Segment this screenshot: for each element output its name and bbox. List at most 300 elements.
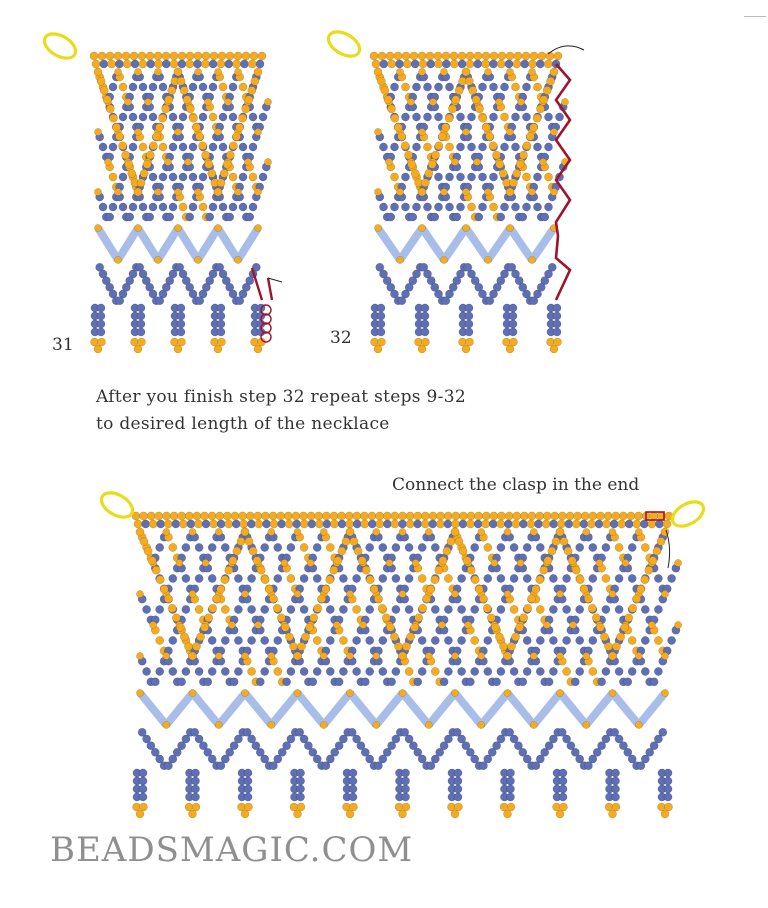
lattice-bead <box>401 173 409 181</box>
top-edge-bead <box>345 512 353 520</box>
lattice-bead <box>414 678 422 686</box>
drop-bead <box>661 810 669 818</box>
chevron-bead <box>370 585 378 593</box>
lattice-bead <box>484 574 492 582</box>
top-edge-bead <box>299 512 307 520</box>
top-edge-bead <box>208 512 216 520</box>
chevron-bead <box>536 576 544 584</box>
lattice-bead <box>259 173 267 181</box>
chevron-bead <box>425 169 433 177</box>
lattice-bead <box>353 605 361 613</box>
drop-bead <box>556 810 564 818</box>
top-edge-bead <box>170 52 178 60</box>
top-edge-bead <box>122 52 130 60</box>
drop-bead <box>218 338 226 346</box>
lattice-bead <box>500 143 508 151</box>
top-row-bead <box>256 60 264 68</box>
lattice-bead <box>199 173 207 181</box>
lattice-bead <box>169 543 177 551</box>
dangle-bead <box>664 769 672 777</box>
lattice-bead <box>628 543 636 551</box>
top-row-bead <box>497 520 505 528</box>
top-edge-bead <box>338 512 346 520</box>
dangle-bead <box>296 777 304 785</box>
lattice-bead <box>423 83 431 91</box>
top-row-bead <box>232 520 240 528</box>
dangle-bead <box>454 777 462 785</box>
top-row-bead <box>368 520 376 528</box>
top-edge-bead <box>140 512 148 520</box>
chevron-bead <box>374 68 382 76</box>
node-bead <box>150 621 157 628</box>
bugle-bead <box>219 693 245 725</box>
lattice-bead <box>405 574 413 582</box>
chevron-bead <box>235 123 243 131</box>
chevron-bead <box>202 151 210 159</box>
bugle-bead <box>466 228 488 260</box>
top-edge-bead <box>566 512 574 520</box>
chevron-bead <box>435 566 443 574</box>
bugle-bead <box>350 693 376 725</box>
lattice-bead <box>467 203 475 211</box>
top-row-bead <box>255 520 263 528</box>
lattice-bead <box>440 678 448 686</box>
node-bead <box>478 721 485 728</box>
lattice-bead <box>209 113 217 121</box>
node-bead <box>517 98 524 105</box>
chevron-bead <box>174 68 182 76</box>
chevron-bead <box>146 151 154 159</box>
lattice-bead <box>109 143 117 151</box>
lattice-bead <box>313 667 321 675</box>
top-edge-bead <box>368 512 376 520</box>
node-bead <box>346 652 353 659</box>
chevron-bead <box>394 123 402 131</box>
bugle-bead <box>510 228 532 260</box>
node-bead <box>675 621 682 628</box>
chevron-bead <box>103 96 111 104</box>
top-row-bead <box>618 520 626 528</box>
lattice-bead <box>119 113 127 121</box>
lattice-bead <box>641 543 649 551</box>
top-edge-bead <box>581 512 589 520</box>
chevron-bead <box>584 595 592 603</box>
lattice-bead <box>249 143 257 151</box>
chevron-bead <box>155 123 163 131</box>
top-edge-bead <box>538 52 546 60</box>
node-bead <box>264 98 271 105</box>
chevron-bead <box>564 547 572 555</box>
node-bead <box>504 590 511 597</box>
dangle-bead <box>139 785 147 793</box>
top-row-bead <box>519 520 527 528</box>
top-row-bead <box>179 520 187 528</box>
lattice-bead <box>195 543 203 551</box>
dangle-bead <box>191 793 199 801</box>
chevron-bead <box>503 652 511 660</box>
top-edge-bead <box>402 52 410 60</box>
node-bead <box>320 528 327 535</box>
lattice-bead <box>541 213 549 221</box>
drop-bead <box>378 338 386 346</box>
chevron-bead <box>513 169 521 177</box>
node-bead <box>373 652 380 659</box>
top-edge-bead <box>210 52 218 60</box>
lattice-bead <box>199 83 207 91</box>
lattice-bead <box>544 143 552 151</box>
chevron-bead <box>261 576 269 584</box>
chevron-bead <box>197 633 205 641</box>
node-bead <box>530 721 537 728</box>
node-bead <box>504 528 511 535</box>
top-edge-bead <box>391 512 399 520</box>
chevron-bead <box>486 133 494 141</box>
lattice-bead <box>339 636 347 644</box>
top-edge-bead <box>522 52 530 60</box>
lattice-bead <box>189 173 197 181</box>
dangle-bead <box>244 777 252 785</box>
lattice-bead <box>179 173 187 181</box>
chevron-bead <box>100 86 108 94</box>
fringe-bead <box>116 297 124 305</box>
dangle-bead <box>217 312 225 320</box>
dangle-bead <box>377 320 385 328</box>
top-row-bead <box>625 520 633 528</box>
lattice-bead <box>366 667 374 675</box>
top-row-bead <box>451 520 459 528</box>
chevron-bead <box>148 557 156 565</box>
top-row-bead <box>330 520 338 528</box>
lattice-bead <box>392 543 400 551</box>
chevron-bead <box>556 528 564 536</box>
top-edge-bead <box>418 52 426 60</box>
chevron-bead <box>641 576 649 584</box>
top-edge-bead <box>589 512 597 520</box>
top-row-bead <box>655 520 663 528</box>
lattice-bead <box>339 605 347 613</box>
chevron-bead <box>165 96 173 104</box>
lattice-bead <box>412 113 420 121</box>
node-bead <box>451 158 458 165</box>
lattice-bead <box>182 667 190 675</box>
node-bead <box>294 590 301 597</box>
chevron-bead <box>455 86 463 94</box>
lattice-bead <box>206 213 214 221</box>
top-row-bead <box>466 60 474 68</box>
lattice-bead <box>471 543 479 551</box>
chevron-bead <box>471 576 479 584</box>
lattice-bead <box>208 667 216 675</box>
lattice-bead <box>106 213 114 221</box>
top-row-bead <box>108 60 116 68</box>
bugle-bead <box>429 693 455 725</box>
top-edge-bead <box>330 512 338 520</box>
lattice-bead <box>576 636 584 644</box>
chevron-bead <box>645 566 653 574</box>
bugle-bead <box>298 693 324 725</box>
chevron-bead <box>431 576 439 584</box>
chevron-bead <box>439 557 447 565</box>
dangle-bead <box>217 320 225 328</box>
lattice-bead <box>615 543 623 551</box>
top-row-bead <box>186 60 194 68</box>
drop-bead <box>98 338 106 346</box>
lattice-bead <box>156 636 164 644</box>
lattice-bead <box>195 667 203 675</box>
node-bead <box>241 652 248 659</box>
lattice-bead <box>533 173 541 181</box>
lattice-bead <box>179 203 187 211</box>
chevron-bead <box>482 123 490 131</box>
lattice-bead <box>229 173 237 181</box>
node-bead <box>583 721 590 728</box>
lattice-bead <box>412 83 420 91</box>
chevron-bead <box>479 595 487 603</box>
chevron-bead <box>496 160 504 168</box>
top-row-bead <box>383 520 391 528</box>
dangle-bead <box>664 785 672 793</box>
node-bead <box>661 689 668 696</box>
fringe-bead <box>217 762 225 770</box>
node-bead <box>234 256 241 263</box>
lattice-bead <box>246 213 254 221</box>
lattice-bead <box>478 143 486 151</box>
chevron-bead <box>285 633 293 641</box>
top-row-bead <box>210 520 218 528</box>
chevron-bead <box>223 160 231 168</box>
top-row-bead <box>142 520 150 528</box>
top-row-bead <box>544 60 552 68</box>
lattice-bead <box>456 113 464 121</box>
lattice-bead <box>489 173 497 181</box>
top-row-bead <box>278 520 286 528</box>
node-bead <box>184 158 191 165</box>
lattice-bead <box>261 605 269 613</box>
top-edge-bead <box>200 512 208 520</box>
dangle-bead <box>97 320 105 328</box>
top-row-bead <box>458 60 466 68</box>
lattice-bead <box>523 574 531 582</box>
node-bead <box>346 590 353 597</box>
drop-bead <box>297 803 305 811</box>
top-row-bead <box>466 520 474 528</box>
node-bead <box>174 188 181 195</box>
lattice-bead <box>589 636 597 644</box>
chevron-bead <box>205 160 213 168</box>
dangle-bead <box>559 785 567 793</box>
lattice-bead <box>283 678 291 686</box>
lattice-bead <box>379 143 387 151</box>
top-edge-bead <box>513 512 521 520</box>
top-row-bead <box>285 520 293 528</box>
chevron-bead <box>377 77 385 85</box>
node-bead <box>255 621 262 628</box>
chevron-bead <box>516 160 524 168</box>
lattice-bead <box>434 113 442 121</box>
top-edge-bead <box>254 512 262 520</box>
chevron-bead <box>136 528 144 536</box>
lattice-bead <box>219 203 227 211</box>
chevron-bead <box>467 566 475 574</box>
fringe-bead <box>637 762 645 770</box>
lattice-bead <box>119 173 127 181</box>
lattice-bead <box>475 213 483 221</box>
node-bead <box>307 559 314 566</box>
lattice-bead <box>261 667 269 675</box>
top-row-bead <box>247 520 255 528</box>
chevron-bead <box>404 151 412 159</box>
dangle-bead <box>421 312 429 320</box>
node-bead <box>244 158 251 165</box>
node-bead <box>294 689 301 696</box>
repeat-instruction <box>96 384 466 438</box>
dangle-bead <box>465 312 473 320</box>
dangle-bead <box>349 793 357 801</box>
drop-bead <box>506 345 514 353</box>
lattice-bead <box>199 203 207 211</box>
node-bead <box>609 689 616 696</box>
lattice-bead <box>409 213 417 221</box>
top-row-bead <box>154 60 162 68</box>
top-row-bead <box>550 520 558 528</box>
direction-arrow <box>548 46 584 54</box>
chevron-bead <box>149 142 157 150</box>
lattice-bead <box>668 574 676 582</box>
lattice-bead <box>274 543 282 551</box>
node-bead <box>163 652 170 659</box>
node-bead <box>360 621 367 628</box>
top-row-bead <box>610 520 618 528</box>
top-row-bead <box>489 520 497 528</box>
lattice-bead <box>563 605 571 613</box>
dangle-bead <box>509 304 517 312</box>
top-edge-bead <box>482 512 490 520</box>
node-bead <box>214 68 221 75</box>
dangle-bead <box>664 777 672 785</box>
lattice-bead <box>239 143 247 151</box>
chevron-bead <box>384 96 392 104</box>
dangle-bead <box>191 769 199 777</box>
lattice-bead <box>493 678 501 686</box>
top-row-bead <box>217 520 225 528</box>
chevron-bead <box>421 179 429 187</box>
instruction-line-2: to desired length of the necklace <box>96 414 390 434</box>
chevron-bead <box>629 604 637 612</box>
chevron-bead <box>491 623 499 631</box>
dangle-bead <box>553 304 561 312</box>
drop-bead <box>136 810 144 818</box>
top-edge-bead <box>226 52 234 60</box>
node-bead <box>163 528 170 535</box>
lattice-bead <box>555 113 563 121</box>
lattice-bead <box>219 83 227 91</box>
top-edge-bead <box>146 52 154 60</box>
dangle-bead <box>97 304 105 312</box>
drop-bead <box>609 810 617 818</box>
node-bead <box>215 528 222 535</box>
fringe-bead <box>532 762 540 770</box>
lattice-bead <box>300 605 308 613</box>
lattice-bead <box>248 636 256 644</box>
top-row-bead <box>100 60 108 68</box>
finished-necklace-pattern <box>97 488 707 818</box>
chevron-bead <box>358 557 366 565</box>
lattice-bead <box>401 83 409 91</box>
chevron-bead <box>140 537 148 545</box>
dangle-bead <box>611 793 619 801</box>
top-row-bead <box>489 60 497 68</box>
lattice-bead <box>510 605 518 613</box>
node-bead <box>114 256 121 263</box>
lattice-bead <box>353 574 361 582</box>
drop-bead <box>189 810 197 818</box>
dangle-bead <box>506 793 514 801</box>
chevron-bead <box>201 623 209 631</box>
drop-bead <box>455 803 463 811</box>
top-edge-bead <box>437 512 445 520</box>
lattice-bead <box>519 213 527 221</box>
chevron-bead <box>350 537 358 545</box>
lattice-bead <box>287 667 295 675</box>
bugle-bead <box>444 228 466 260</box>
chevron-bead <box>237 537 245 545</box>
top-edge-bead <box>505 512 513 520</box>
node-bead <box>134 128 141 135</box>
node-bead <box>241 689 248 696</box>
node-bead <box>373 721 380 728</box>
clasp-ring <box>40 29 79 63</box>
fringe-bead <box>584 762 592 770</box>
top-edge-bead <box>429 512 437 520</box>
chevron-bead <box>208 169 216 177</box>
chevron-bead <box>459 547 467 555</box>
lattice-bead <box>109 173 117 181</box>
chevron-bead <box>192 123 200 131</box>
lattice-bead <box>545 678 553 686</box>
node-bead <box>104 158 111 165</box>
node-bead <box>264 158 271 165</box>
chevron-bead <box>257 566 265 574</box>
top-row-bead <box>380 60 388 68</box>
chevron-bead <box>443 547 451 555</box>
lattice-bead <box>234 636 242 644</box>
chevron-bead <box>140 169 148 177</box>
node-bead <box>399 528 406 535</box>
lattice-bead <box>511 143 519 151</box>
lattice-bead <box>615 605 623 613</box>
node-bead <box>154 188 161 195</box>
drop-bead <box>418 345 426 353</box>
lattice-bead <box>239 83 247 91</box>
lattice-bead <box>390 173 398 181</box>
chevron-bead <box>134 188 142 196</box>
lattice-bead <box>431 636 439 644</box>
lattice-bead <box>510 667 518 675</box>
lattice-bead <box>434 203 442 211</box>
lattice-bead <box>139 113 147 121</box>
dangle-bead <box>611 777 619 785</box>
top-edge-bead <box>246 512 254 520</box>
lattice-bead <box>169 143 177 151</box>
lattice-bead <box>159 173 167 181</box>
dangle-bead <box>377 304 385 312</box>
chevron-bead <box>156 576 164 584</box>
node-bead <box>396 68 403 75</box>
drop-bead <box>94 345 102 353</box>
chevron-bead <box>548 547 556 555</box>
bugle-bead <box>98 228 118 260</box>
fringe-bead <box>530 297 538 305</box>
